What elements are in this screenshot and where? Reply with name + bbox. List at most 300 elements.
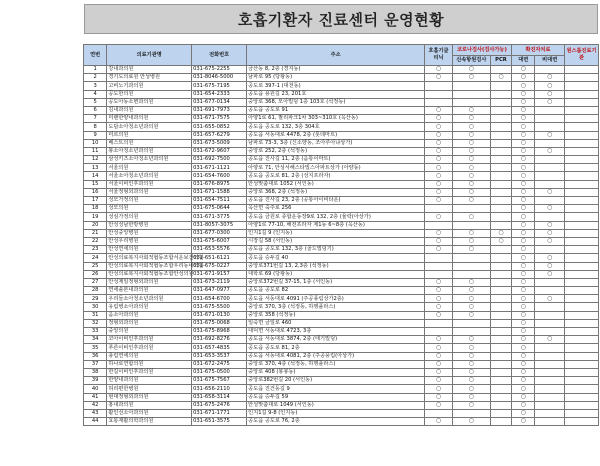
mark-respiratory-clinic: ○ — [425, 303, 453, 311]
row-number: 10 — [84, 139, 107, 147]
table-row — [84, 246, 599, 254]
mark-face-to-face: ○ — [512, 352, 535, 360]
row-number: 37 — [84, 360, 107, 368]
mark-face-to-face: ○ — [512, 319, 535, 327]
table-row — [84, 139, 599, 147]
table-row — [84, 270, 599, 278]
mark-rapid-antigen: ○ — [452, 336, 490, 344]
row-number: 31 — [84, 311, 107, 319]
mark-pcr — [490, 368, 511, 376]
table-row — [84, 180, 599, 188]
row-number: 35 — [84, 344, 107, 352]
phone-number: 031-8057-3075 — [192, 221, 247, 229]
mark-pcr — [490, 131, 511, 139]
mark-rapid-antigen: ○ — [452, 237, 490, 245]
mark-non-face-to-face — [535, 385, 565, 393]
table-row — [84, 164, 599, 172]
clinic-name: 효통재활의학과의원 — [107, 418, 192, 426]
mark-face-to-face: ○ — [512, 295, 535, 303]
header-rapid-antigen: 신속항원검사 — [452, 56, 490, 66]
clinic-name: 한길이비인후과의원 — [107, 368, 192, 376]
clinic-name: 경기도의료원 안성병원 — [107, 74, 192, 82]
mark-onestop — [565, 237, 599, 245]
mark-non-face-to-face — [535, 278, 565, 286]
table-row — [84, 295, 599, 303]
clinic-address: 중앙로 368, 모아빌딩 1층 103호 (석정동) — [247, 98, 425, 106]
mark-onestop — [565, 254, 599, 262]
table-row — [84, 344, 599, 352]
row-number: 4 — [84, 90, 107, 98]
clinic-name: 풍림연세의원 — [107, 352, 192, 360]
row-number: 25 — [84, 262, 107, 270]
mark-non-face-to-face — [535, 172, 565, 180]
mark-pcr — [490, 311, 511, 319]
clinic-name: 도담소아청소년과의원 — [107, 123, 192, 131]
row-number: 20 — [84, 221, 107, 229]
mark-onestop — [565, 131, 599, 139]
mark-rapid-antigen: ○ — [452, 352, 490, 360]
mark-face-to-face: ○ — [512, 172, 535, 180]
mark-face-to-face: ○ — [512, 270, 535, 278]
mark-respiratory-clinic: ○ — [425, 360, 453, 368]
table-row — [84, 221, 599, 229]
table-row — [84, 82, 599, 90]
mark-pcr — [490, 66, 511, 74]
mark-non-face-to-face: ○ — [535, 98, 565, 106]
clinic-name: 서울의원 — [107, 164, 192, 172]
clinic-name: 우리들소아청소년과의원 — [107, 295, 192, 303]
table-row — [84, 377, 599, 385]
row-number: 32 — [84, 319, 107, 327]
mark-pcr — [490, 295, 511, 303]
phone-number: 031-654-7600 — [192, 172, 247, 180]
phone-number: 031-677-0300 — [192, 229, 247, 237]
mark-pcr — [490, 139, 511, 147]
mark-non-face-to-face: ○ — [535, 221, 565, 229]
mark-respiratory-clinic: ○ — [425, 131, 453, 139]
table-row — [84, 385, 599, 393]
clinic-address: 중앙로 252, 2층 (석정동) — [247, 147, 425, 155]
clinic-table — [83, 44, 599, 426]
clinic-address: 공도읍 용원길 23, 201호 — [247, 90, 425, 98]
mark-face-to-face: ○ — [512, 147, 535, 155]
phone-number: 031-675-0500 — [192, 368, 247, 376]
clinic-address: 대학로 69 (당왕동) — [247, 270, 425, 278]
mark-pcr — [490, 328, 511, 336]
mark-respiratory-clinic — [425, 221, 453, 229]
clinic-name: 미랜한양내과의원 — [107, 115, 192, 123]
clinic-address: 남파로 73-3, 3층 (신소양동, 조아루아냐상가) — [247, 139, 425, 147]
row-number: 22 — [84, 237, 107, 245]
mark-non-face-to-face — [535, 197, 565, 205]
mark-non-face-to-face: ○ — [535, 270, 565, 278]
table-row — [84, 360, 599, 368]
clinic-name: 음소아과의원 — [107, 311, 192, 319]
clinic-address: 중앙로382번길 20 (서인동) — [247, 377, 425, 385]
mark-face-to-face: ○ — [512, 303, 535, 311]
phone-number: 031-671-1588 — [192, 188, 247, 196]
mark-face-to-face: ○ — [512, 287, 535, 295]
row-number: 39 — [84, 377, 107, 385]
clinic-name: 안성성남한방병원 — [107, 221, 192, 229]
header-covid-test: 코로나검사(검사가능) — [452, 45, 511, 56]
mark-onestop — [565, 328, 599, 336]
phone-number: 031-673-2119 — [192, 278, 247, 286]
clinic-address: 인지1길 9-8 (인지동) — [247, 409, 425, 417]
mark-onestop — [565, 115, 599, 123]
clinic-name: 강내과의원 — [107, 66, 192, 74]
mark-non-face-to-face: ○ — [535, 188, 565, 196]
mark-onestop — [565, 385, 599, 393]
mark-face-to-face: ○ — [512, 336, 535, 344]
row-number: 11 — [84, 147, 107, 155]
mark-onestop — [565, 180, 599, 188]
clinic-name: 성심가정의원 — [107, 213, 192, 221]
clinic-address: 대덕면 서동대로 4723, 3층 — [247, 328, 425, 336]
mark-onestop — [565, 106, 599, 114]
mark-pcr — [490, 164, 511, 172]
row-number: 34 — [84, 336, 107, 344]
mark-onestop — [565, 295, 599, 303]
mark-onestop — [565, 221, 599, 229]
mark-pcr: ○ — [490, 74, 511, 82]
mark-face-to-face: ○ — [512, 131, 535, 139]
mark-pcr — [490, 90, 511, 98]
mark-onestop — [565, 156, 599, 164]
mark-rapid-antigen: ○ — [452, 123, 490, 131]
mark-respiratory-clinic — [425, 319, 453, 327]
mark-rapid-antigen — [452, 328, 490, 336]
mark-face-to-face: ○ — [512, 368, 535, 376]
clinic-name: 서울소아청소년과의원 — [107, 172, 192, 180]
row-number: 17 — [84, 197, 107, 205]
mark-pcr: ○ — [490, 229, 511, 237]
clinic-name: 허리편한병원 — [107, 385, 192, 393]
mark-face-to-face: ○ — [512, 90, 535, 98]
phone-number: 031-671-9157 — [192, 270, 247, 278]
phone-number: 031-675-2476 — [192, 401, 247, 409]
mark-face-to-face: ○ — [512, 197, 535, 205]
mark-respiratory-clinic — [425, 90, 453, 98]
mark-face-to-face: ○ — [512, 123, 535, 131]
clinic-address: 공도로 397-1 (대천동) — [247, 82, 425, 90]
clinic-name: 연세솔본내과의원 — [107, 287, 192, 295]
header-non-face-to-face: 비대면 — [535, 56, 565, 66]
phone-number: 031-671-1121 — [192, 164, 247, 172]
mark-face-to-face: ○ — [512, 82, 535, 90]
header-address: 주소 — [247, 45, 425, 66]
mark-onestop — [565, 123, 599, 131]
mark-rapid-antigen: ○ — [452, 197, 490, 205]
mark-respiratory-clinic: ○ — [425, 237, 453, 245]
clinic-address: 금산동 8, 2층 (경지동) — [247, 66, 425, 74]
mark-onestop — [565, 311, 599, 319]
mark-non-face-to-face: ○ — [535, 90, 565, 98]
mark-rapid-antigen: ○ — [452, 164, 490, 172]
mark-respiratory-clinic: ○ — [425, 352, 453, 360]
mark-rapid-antigen: ○ — [452, 278, 490, 286]
table-row — [84, 66, 599, 74]
mark-face-to-face: ○ — [512, 377, 535, 385]
clinic-address: 공도읍 승두길 59 — [247, 393, 425, 401]
mark-rapid-antigen: ○ — [452, 74, 490, 82]
mark-respiratory-clinic: ○ — [425, 74, 453, 82]
phone-number: 031-675-7195 — [192, 82, 247, 90]
mark-onestop — [565, 74, 599, 82]
header-pcr: PCR — [490, 56, 511, 66]
row-number: 26 — [84, 270, 107, 278]
table-row — [84, 74, 599, 82]
clinic-address: 남파로 95 (당왕동) — [247, 74, 425, 82]
mark-rapid-antigen: ○ — [452, 139, 490, 147]
mark-pcr — [490, 287, 511, 295]
mark-rapid-antigen: ○ — [452, 66, 490, 74]
mark-rapid-antigen — [452, 270, 490, 278]
clinic-address: 아양로 71, 안성서해스타빌스아파트상가 (아양동) — [247, 164, 425, 172]
mark-face-to-face: ○ — [512, 221, 535, 229]
header-face-to-face: 대면 — [512, 56, 535, 66]
clinic-address: 옥산면 죽주로 256 — [247, 205, 425, 213]
table-row — [84, 393, 599, 401]
mark-non-face-to-face — [535, 139, 565, 147]
phone-number: 031-654-6700 — [192, 295, 247, 303]
row-number: 12 — [84, 156, 107, 164]
mark-onestop — [565, 262, 599, 270]
mark-pcr — [490, 213, 511, 221]
phone-number: 031-675-5500 — [192, 303, 247, 311]
mark-face-to-face: ○ — [512, 409, 535, 417]
mark-pcr — [490, 418, 511, 426]
mark-non-face-to-face — [535, 418, 565, 426]
mark-onestop — [565, 147, 599, 155]
table-row — [84, 336, 599, 344]
mark-onestop — [565, 139, 599, 147]
table-row — [84, 106, 599, 114]
mark-face-to-face: ○ — [512, 401, 535, 409]
mark-respiratory-clinic — [425, 409, 453, 417]
mark-face-to-face: ○ — [512, 237, 535, 245]
table-row — [84, 123, 599, 131]
table-row — [84, 368, 599, 376]
mark-rapid-antigen: ○ — [452, 393, 490, 401]
clinic-address: 중앙로371번길 13, 2,3층 (석정동) — [247, 262, 425, 270]
header-phone: 전화번호 — [192, 45, 247, 66]
mark-face-to-face: ○ — [512, 139, 535, 147]
clinic-name: 안성우리병원 — [107, 237, 192, 245]
phone-number: 031-675-0068 — [192, 319, 247, 327]
mark-onestop — [565, 270, 599, 278]
header-no: 연번 — [84, 45, 107, 66]
mark-face-to-face: ○ — [512, 311, 535, 319]
mark-respiratory-clinic: ○ — [425, 278, 453, 286]
mark-respiratory-clinic: ○ — [425, 377, 453, 385]
mark-respiratory-clinic — [425, 254, 453, 262]
row-number: 13 — [84, 164, 107, 172]
mark-non-face-to-face — [535, 156, 565, 164]
clinic-name: 성모의원 — [107, 205, 192, 213]
clinic-address: 공도읍 공도로 82 — [247, 287, 425, 295]
mark-non-face-to-face — [535, 401, 565, 409]
row-number: 29 — [84, 295, 107, 303]
clinic-name: 중앙의원 — [107, 328, 192, 336]
mark-pcr — [490, 336, 511, 344]
mark-face-to-face: ○ — [512, 106, 535, 114]
row-number: 33 — [84, 328, 107, 336]
mark-face-to-face: ○ — [512, 418, 535, 426]
mark-non-face-to-face: ○ — [535, 295, 565, 303]
mark-rapid-antigen: ○ — [452, 131, 490, 139]
mark-face-to-face: ○ — [512, 278, 535, 286]
mark-face-to-face: ○ — [512, 180, 535, 188]
mark-pcr — [490, 205, 511, 213]
mark-non-face-to-face — [535, 287, 565, 295]
clinic-name: 하나로연합의원 — [107, 360, 192, 368]
mark-onestop — [565, 401, 599, 409]
mark-non-face-to-face — [535, 368, 565, 376]
mark-face-to-face: ○ — [512, 393, 535, 401]
clinic-address: 공도읍 공도로 132, 3층 (골드빌딩기) — [247, 246, 425, 254]
phone-number: 031-653-3537 — [192, 352, 247, 360]
row-number: 38 — [84, 368, 107, 376]
phone-number: 031-654-2333 — [192, 90, 247, 98]
mark-non-face-to-face — [535, 344, 565, 352]
mark-pcr — [490, 123, 511, 131]
phone-number: 031-658-3114 — [192, 393, 247, 401]
phone-number: 031-647-0977 — [192, 287, 247, 295]
mark-pcr — [490, 188, 511, 196]
mark-rapid-antigen: ○ — [452, 303, 490, 311]
row-number: 3 — [84, 82, 107, 90]
mark-non-face-to-face: ○ — [535, 74, 565, 82]
header-onestop: 원스톱진료기관 — [565, 45, 599, 66]
phone-number: 031-675-7567 — [192, 377, 247, 385]
mark-non-face-to-face — [535, 377, 565, 385]
mark-pcr — [490, 303, 511, 311]
mark-pcr — [490, 221, 511, 229]
mark-non-face-to-face — [535, 303, 565, 311]
phone-number: 031-656-2110 — [192, 385, 247, 393]
mark-non-face-to-face — [535, 360, 565, 368]
mark-rapid-antigen: ○ — [452, 418, 490, 426]
mark-non-face-to-face — [535, 409, 565, 417]
row-number: 9 — [84, 131, 107, 139]
mark-non-face-to-face — [535, 180, 565, 188]
mark-respiratory-clinic: ○ — [425, 295, 453, 303]
table-row — [84, 328, 599, 336]
clinic-name: 유림병소아과의원 — [107, 303, 192, 311]
clinic-address: 중앙로 408 (봉봉동) — [247, 368, 425, 376]
mark-respiratory-clinic: ○ — [425, 393, 453, 401]
mark-respiratory-clinic — [425, 98, 453, 106]
clinic-address: 인지1길 9 (인지동) — [247, 229, 425, 237]
mark-pcr — [490, 197, 511, 205]
mark-non-face-to-face: ○ — [535, 237, 565, 245]
clinic-name: 활인선소아과의원 — [107, 409, 192, 417]
clinic-name: 현대정형외과의원 — [107, 393, 192, 401]
table-row — [84, 115, 599, 123]
mark-respiratory-clinic: ○ — [425, 115, 453, 123]
clinic-address: 중앙로 370, 3층 (석정동, 하행플라스) — [247, 303, 425, 311]
mark-rapid-antigen: ○ — [452, 229, 490, 237]
mark-respiratory-clinic: ○ — [425, 123, 453, 131]
phone-number: 031-671-1771 — [192, 409, 247, 417]
mark-respiratory-clinic: ○ — [425, 106, 453, 114]
mark-onestop — [565, 197, 599, 205]
mark-rapid-antigen: ○ — [452, 377, 490, 385]
table-row — [84, 98, 599, 106]
table-row — [84, 278, 599, 286]
mark-respiratory-clinic: ○ — [425, 66, 453, 74]
clinic-name: 김내과의원 — [107, 106, 192, 114]
mark-respiratory-clinic — [425, 262, 453, 270]
row-number: 6 — [84, 106, 107, 114]
row-number: 19 — [84, 213, 107, 221]
phone-number: 031-8046-5000 — [192, 74, 247, 82]
mark-respiratory-clinic: ○ — [425, 287, 453, 295]
row-number: 15 — [84, 180, 107, 188]
mark-onestop — [565, 205, 599, 213]
clinic-name: 베스트의원 — [107, 139, 192, 147]
mark-pcr — [490, 262, 511, 270]
mark-rapid-antigen: ○ — [452, 246, 490, 254]
mark-pcr — [490, 156, 511, 164]
mark-pcr — [490, 106, 511, 114]
mark-face-to-face: ○ — [512, 74, 535, 82]
mark-respiratory-clinic: ○ — [425, 156, 453, 164]
mark-onestop — [565, 229, 599, 237]
row-number: 23 — [84, 246, 107, 254]
clinic-address: 공도읍 진사길 11, 2층 (음통이마트) — [247, 156, 425, 164]
clinic-name: 서울이비인후과의원 — [107, 180, 192, 188]
clinic-address: 안성맞춤대로 1052 (서인동) — [247, 180, 425, 188]
clinic-name: 삼성키즈소아청소년과의원 — [107, 156, 192, 164]
table-row — [84, 213, 599, 221]
mark-onestop — [565, 360, 599, 368]
header-row-top — [84, 45, 599, 56]
mark-rapid-antigen: ○ — [452, 188, 490, 196]
mark-onestop — [565, 393, 599, 401]
table-row — [84, 90, 599, 98]
clinic-name: 안성의료복지사회적협동조합우리동네의원 — [108, 262, 204, 269]
phone-number: 031-657-6279 — [192, 131, 247, 139]
table-row — [84, 131, 599, 139]
phone-number: 031-671-0130 — [192, 311, 247, 319]
mark-face-to-face: ○ — [512, 344, 535, 352]
mark-face-to-face: ○ — [512, 328, 535, 336]
header-respiratory-clinic: 호흡기클리닉 — [425, 45, 453, 66]
mark-non-face-to-face — [535, 123, 565, 131]
row-number: 2 — [84, 74, 107, 82]
mark-rapid-antigen: ○ — [452, 287, 490, 295]
phone-number: 031-672-2475 — [192, 360, 247, 368]
clinic-name: 홍내과의원 — [107, 401, 192, 409]
clinic-name: 안성제일정형외과의원 — [107, 278, 192, 286]
clinic-name: 코아이비인후과의원 — [107, 336, 192, 344]
mark-non-face-to-face — [535, 213, 565, 221]
row-number: 28 — [84, 287, 107, 295]
mark-respiratory-clinic: ○ — [425, 180, 453, 188]
header-patient-treatment: 확진자치료 — [512, 45, 565, 56]
mark-respiratory-clinic: ○ — [425, 139, 453, 147]
table-row — [84, 401, 599, 409]
mark-non-face-to-face: ○ — [535, 262, 565, 270]
mark-face-to-face: ○ — [512, 246, 535, 254]
table-row — [84, 311, 599, 319]
phone-number: 031-671-7575 — [192, 115, 247, 123]
mark-rapid-antigen: ○ — [452, 147, 490, 155]
phone-number: 031-677-0134 — [192, 98, 247, 106]
clinic-name: 서울정형외과의원 — [107, 188, 192, 196]
